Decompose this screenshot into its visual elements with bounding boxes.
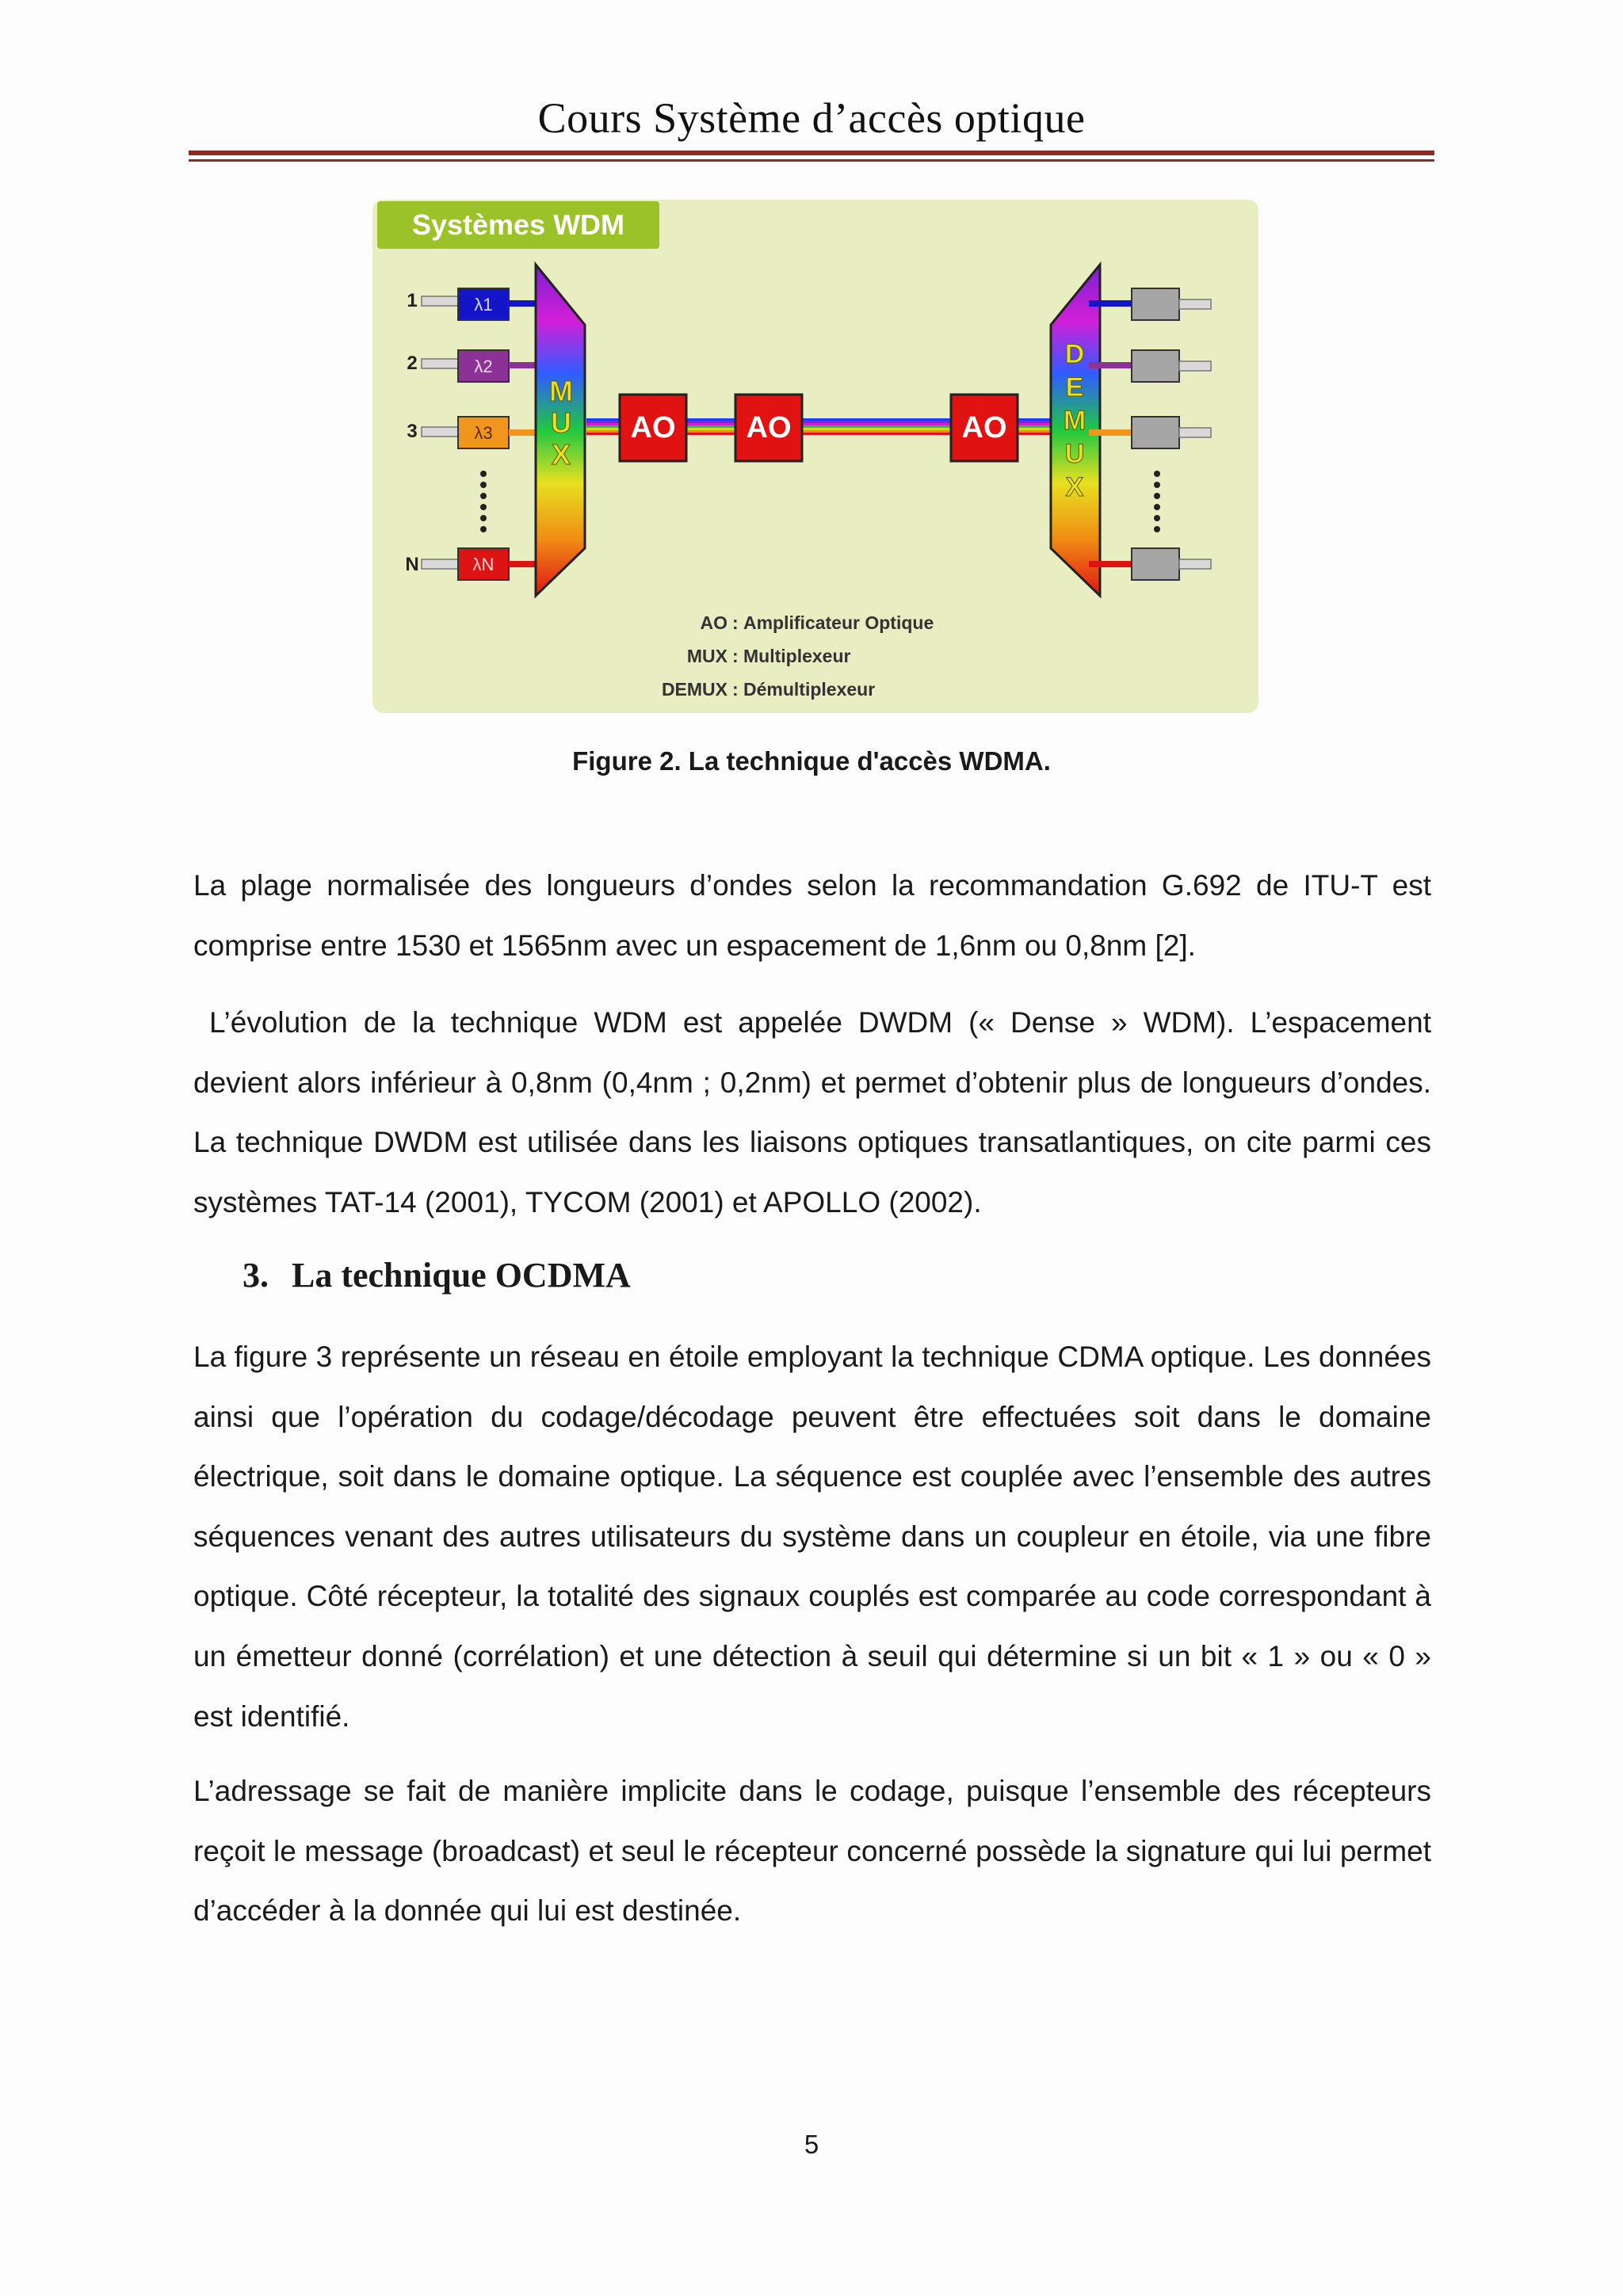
- legend-desc-mux: Multiplexeur: [743, 646, 851, 666]
- legend-abbr-demux: DEMUX: [661, 679, 727, 700]
- lambda-label-1: λ1: [474, 295, 493, 315]
- figure-background: [372, 200, 1258, 713]
- section-title: La technique OCDMA: [292, 1256, 631, 1295]
- systems-wdm-badge: [377, 201, 659, 249]
- amplifier-3: [951, 395, 1018, 461]
- legend-abbr-mux: MUX: [686, 646, 727, 666]
- demux-letter-m: M: [1063, 406, 1086, 436]
- wdm-figure: [372, 200, 1258, 713]
- figure-caption: Figure 2. La technique d'accès WDMA.: [572, 746, 1051, 776]
- lambda-label-2: λ2: [474, 357, 493, 376]
- page-number: 5: [804, 2130, 819, 2159]
- legend-abbr-ao: AO: [700, 612, 727, 633]
- svg-text::: :: [732, 612, 739, 633]
- lambda-label-n: λN: [472, 555, 495, 574]
- amplifier-label-1: AO: [630, 411, 676, 444]
- paragraph-ocdma-network: La figure 3 représente un réseau en étoile employant la technique CDMA optique. Les données ainsi que l’opération du codage/décodage peuvent être effectuées soit dans le domaine électrique, soit dans le domaine optique. La séquence est couplée avec l’ensemble des autres séquences venant des autres utilisateurs du système dans un coupleur en étoile, via une fibre optique. Côté récepteur, la totalité des signaux couplés est comparée au code correspondant à un émetteur donné (corrélation) et une détection à seuil qui détermine si un bit « 1 » ou « 0 » est identifié.: [193, 1341, 1431, 1733]
- input-label-1: 1: [407, 290, 418, 311]
- badge-label: Systèmes WDM: [411, 208, 625, 241]
- svg-text::: :: [732, 646, 739, 666]
- section-number: 3.: [242, 1256, 269, 1295]
- amplifier-label-2: AO: [746, 411, 792, 444]
- paragraph-dwdm: L’évolution de la technique WDM est appelée DWDM (« Dense » WDM). L’espacement devient alors inférieur à 0,8nm (0,4nm ; 0,2nm) et permet d’obtenir plus de longueurs d’ondes. La technique DWDM est utilisée dans les liaisons optiques transatlantiques, on cite parmi ces systèmes TAT-14 (2001), TYCOM (2001) et APOLLO (2002).: [193, 1006, 1440, 1219]
- demux-letter-e: E: [1065, 372, 1084, 402]
- svg-text::: :: [732, 679, 739, 700]
- legend-desc-demux: Démultiplexeur: [743, 679, 876, 700]
- paragraph-wavelength-range: La plage normalisée des longueurs d’ondes selon la recommandation G.692 de ITU-T est comprise entre 1530 et 1565nm avec un espacement de 1,6nm ou 0,8nm [2].: [193, 869, 1431, 962]
- lambda-label-3: λ3: [474, 423, 493, 443]
- section-heading: [242, 1255, 631, 1295]
- input-label-2: 2: [407, 353, 418, 374]
- input-label-3: 3: [407, 421, 418, 442]
- amplifier-1: [620, 395, 686, 461]
- header-rule-thin: [189, 159, 1434, 162]
- demux-letter-x: X: [1065, 472, 1084, 502]
- input-label-n: N: [405, 554, 419, 575]
- demux-letter-u: U: [1064, 439, 1085, 469]
- mux-letter-u: U: [551, 406, 571, 439]
- paragraph-addressing: L’adressage se fait de manière implicite dans le codage, puisque l’ensemble des récepteurs reçoit le message (broadcast) et seul le récepteur concerné possède la signature qui lui permet d’accéder à la donnée qui lui est destinée.: [193, 1775, 1431, 1928]
- mux-letter-m: M: [549, 375, 573, 407]
- amplifier-2: [735, 395, 802, 461]
- header-title: Cours Système d’accès optique: [537, 94, 1086, 142]
- mux-block: [536, 265, 585, 596]
- header-rule: [189, 151, 1434, 155]
- legend-desc-ao: Amplificateur Optique: [743, 612, 934, 633]
- mux-letter-x: X: [551, 438, 571, 471]
- amplifier-label-3: AO: [961, 411, 1007, 444]
- demux-letter-d: D: [1064, 339, 1085, 369]
- wdm-diagram: [372, 200, 1258, 713]
